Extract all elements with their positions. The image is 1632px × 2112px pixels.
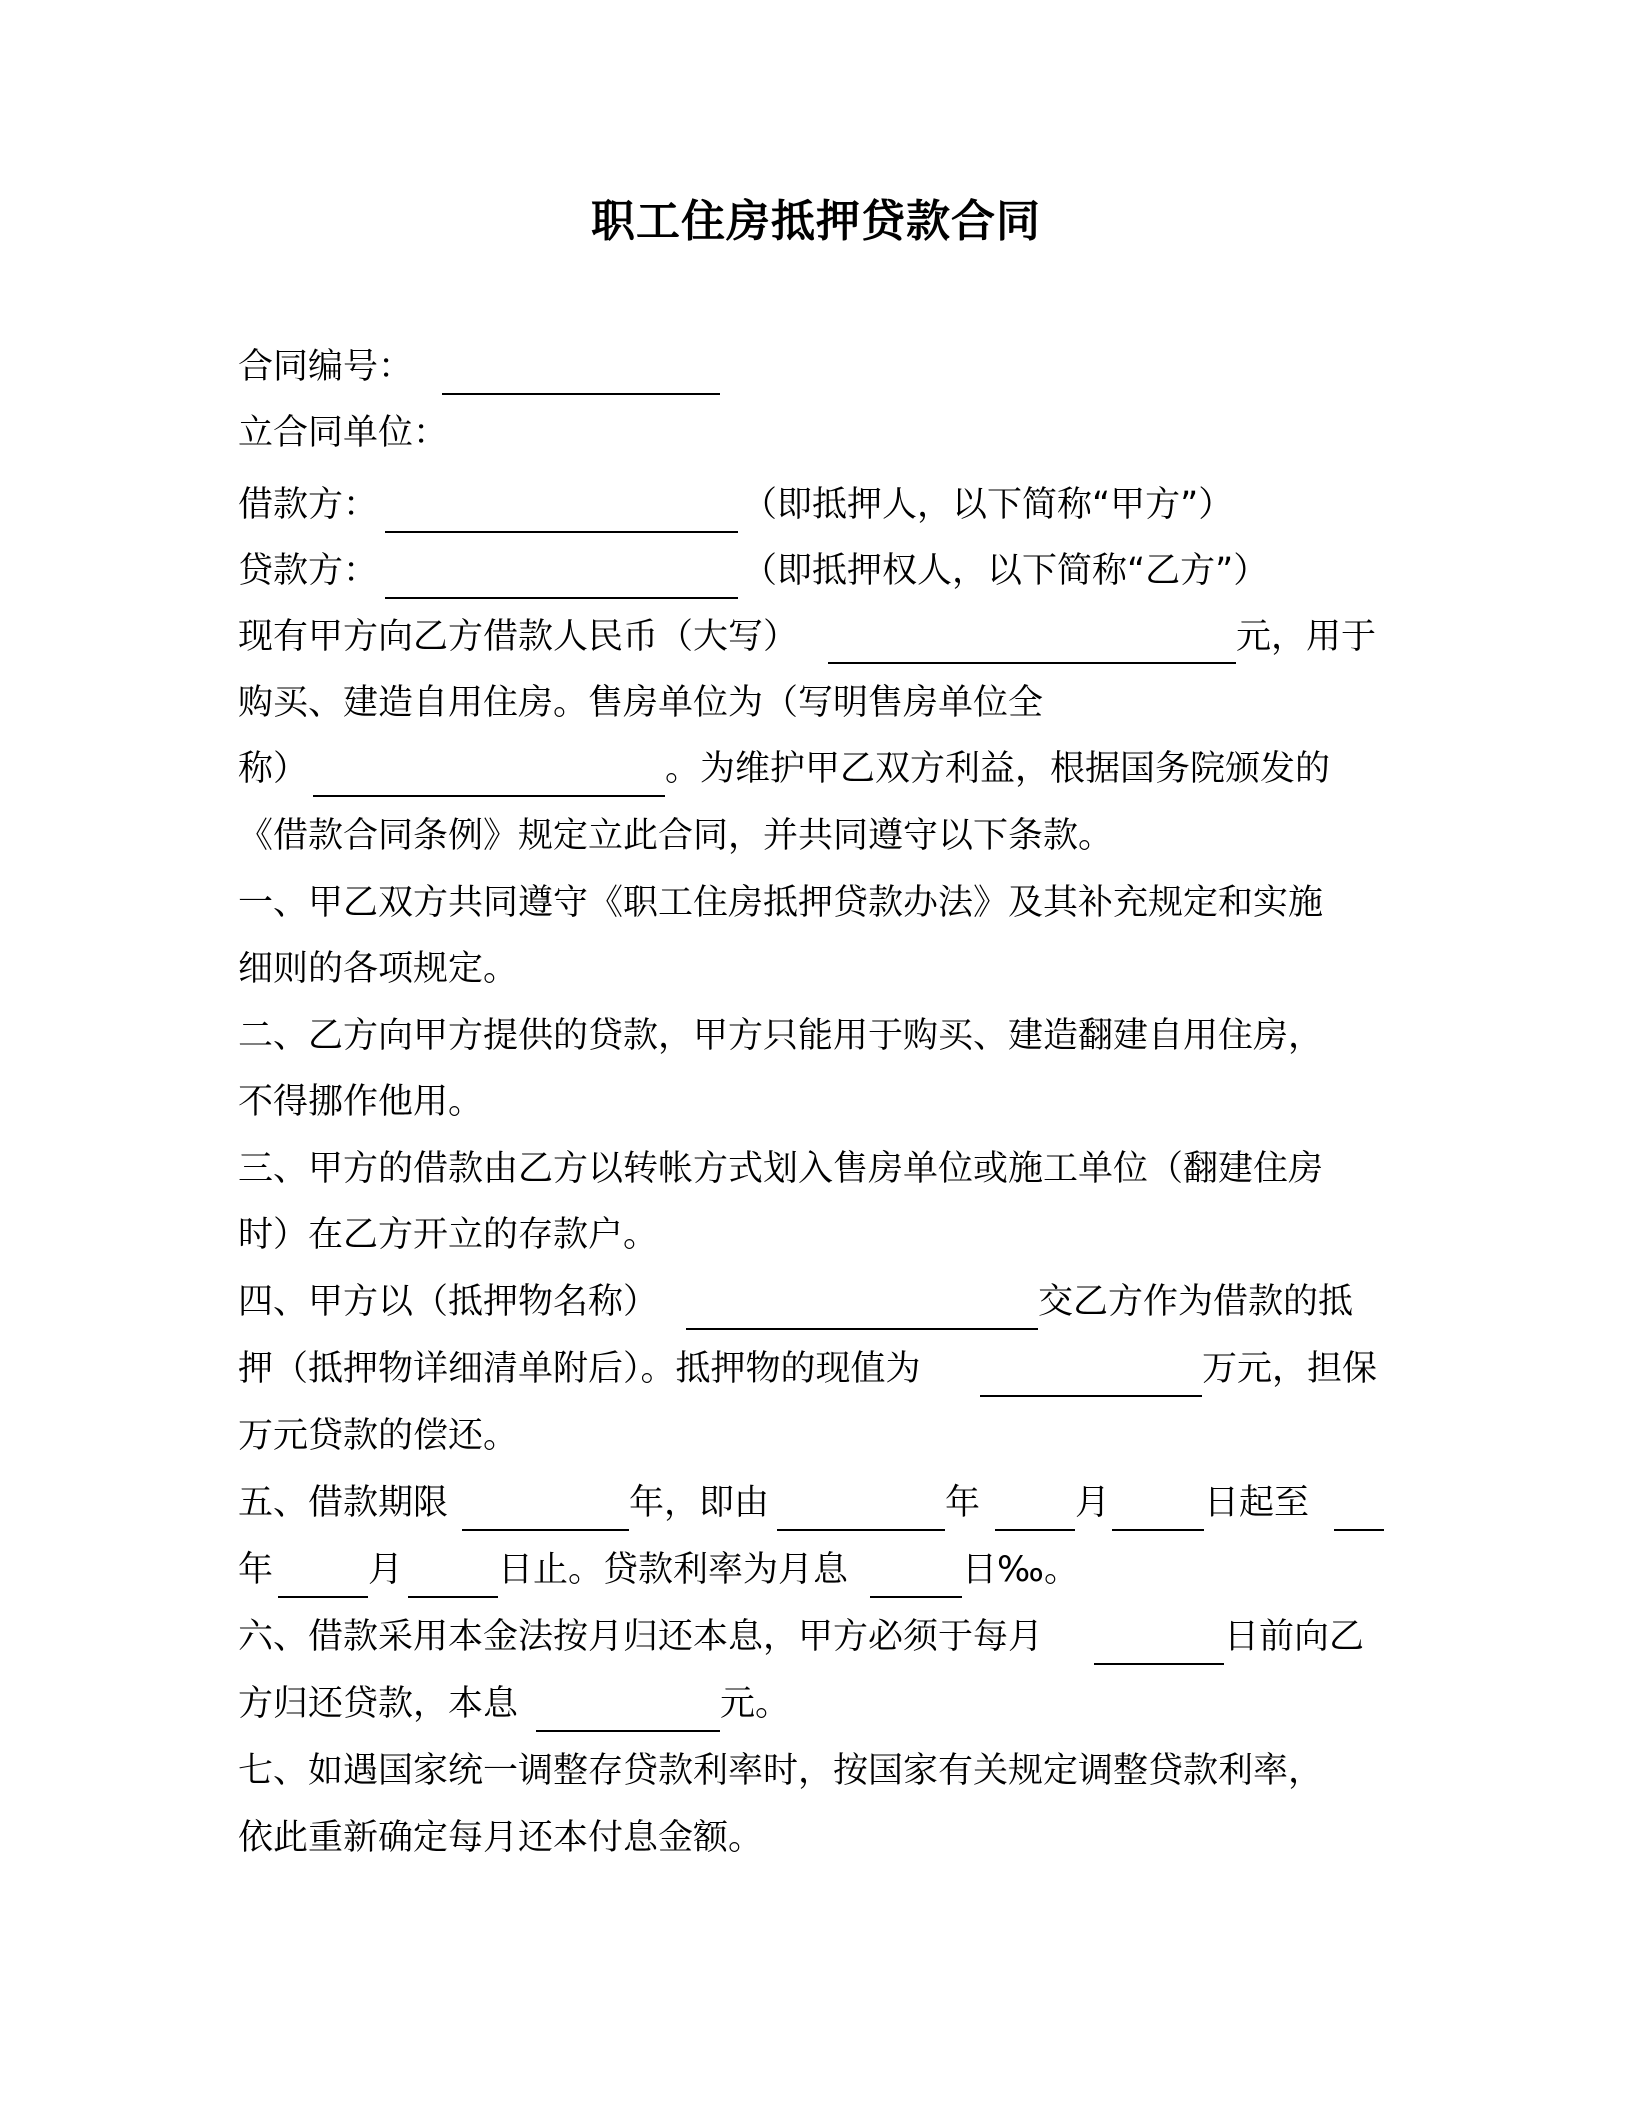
clause-6-line-2-start: 方归还贷款，本息 bbox=[238, 1684, 519, 1724]
regulation-text: 《借款合同条例》规定立此合同，并共同遵守以下条款。 bbox=[238, 816, 1114, 856]
clause-4-line-2-start: 押（抵押物详细清单附后）。抵押物的现值为 bbox=[238, 1349, 921, 1389]
borrower-label: 借款方： bbox=[238, 485, 379, 525]
seller-name-label: 称） bbox=[238, 749, 309, 789]
clause-5-term-label: 五、借款期限 bbox=[238, 1483, 449, 1523]
clause-4-line-2-end: 万元，担保 bbox=[1202, 1349, 1378, 1389]
seller-name-blank bbox=[313, 795, 665, 797]
clause-2-line-1: 二、乙方向甲方提供的贷款，甲方只能用于购买、建造翻建自用住房， bbox=[238, 1016, 1324, 1056]
start-day-blank bbox=[1112, 1529, 1204, 1531]
lender-blank bbox=[385, 597, 738, 599]
end-year-blank bbox=[1334, 1529, 1384, 1531]
loan-amount-text: 现有甲方向乙方借款人民币（大写） bbox=[238, 617, 799, 657]
borrower-note: （即抵押人，以下简称“甲方”） bbox=[742, 485, 1234, 525]
interest-rate-text: 日止。贷款利率为月息 bbox=[498, 1550, 849, 1590]
start-year-unit: 年 bbox=[945, 1483, 981, 1523]
clause-4-line-1-end: 交乙方作为借款的抵 bbox=[1038, 1282, 1354, 1322]
collateral-value-blank bbox=[980, 1395, 1202, 1397]
seller-text: 购买、建造自用住房。售房单位为（写明售房单位全 bbox=[238, 683, 1044, 723]
clause-3-line-2: 时）在乙方开立的存款户。 bbox=[238, 1215, 659, 1255]
clause-6-line-1-end: 日前向乙 bbox=[1224, 1617, 1365, 1657]
clause-4-line-3: 万元贷款的偿还。 bbox=[238, 1416, 519, 1456]
loan-amount-blank bbox=[828, 662, 1236, 664]
interest-rate-blank bbox=[870, 1596, 962, 1598]
clause-1-line-1: 一、甲乙双方共同遵守《职工住房抵押贷款办法》及其补充规定和实施 bbox=[238, 883, 1324, 923]
clause-4-line-1-start: 四、甲方以（抵押物名称） bbox=[238, 1282, 659, 1322]
repayment-amount-blank bbox=[536, 1730, 720, 1732]
clause-6-line-2-end: 元。 bbox=[720, 1684, 791, 1724]
lender-note: （即抵押权人，以下简称“乙方”） bbox=[742, 551, 1269, 591]
interest-rate-unit: 日‰。 bbox=[962, 1550, 1079, 1590]
clause-7-line-2: 依此重新确定每月还本付息金额。 bbox=[238, 1818, 764, 1858]
clause-5-from-label: 年，即由 bbox=[629, 1483, 770, 1523]
end-day-blank bbox=[408, 1596, 498, 1598]
borrower-blank bbox=[385, 531, 738, 533]
lender-label: 贷款方： bbox=[238, 551, 379, 591]
clause-1-line-2: 细则的各项规定。 bbox=[238, 949, 519, 989]
start-month-blank bbox=[995, 1529, 1075, 1531]
clause-3-line-1: 三、甲方的借款由乙方以转帐方式划入售房单位或施工单位（翻建住房 bbox=[238, 1149, 1324, 1189]
loan-amount-suffix: 元，用于 bbox=[1236, 617, 1377, 657]
end-month-blank bbox=[278, 1596, 368, 1598]
clause-6-line-1-start: 六、借款采用本金法按月归还本息，甲方必须于每月 bbox=[238, 1617, 1044, 1657]
document-title: 职工住房抵押贷款合同 bbox=[591, 196, 1041, 247]
term-years-blank bbox=[462, 1529, 629, 1531]
seller-text-continued: 。为维护甲乙双方利益，根据国务院颁发的 bbox=[665, 749, 1331, 789]
clause-2-line-2: 不得挪作他用。 bbox=[238, 1082, 484, 1122]
start-year-blank bbox=[777, 1529, 945, 1531]
start-month-unit: 月 bbox=[1075, 1483, 1111, 1523]
contract-number-label: 合同编号： bbox=[238, 347, 414, 387]
collateral-name-blank bbox=[686, 1328, 1038, 1330]
contract-number-blank bbox=[442, 393, 720, 395]
start-day-unit: 日起至 bbox=[1204, 1483, 1310, 1523]
parties-heading: 立合同单位： bbox=[238, 413, 449, 453]
repayment-day-blank bbox=[1094, 1663, 1224, 1665]
end-year-unit: 年 bbox=[238, 1550, 274, 1590]
clause-7-line-1: 七、如遇国家统一调整存贷款利率时，按国家有关规定调整贷款利率， bbox=[238, 1751, 1324, 1791]
end-month-unit: 月 bbox=[368, 1550, 404, 1590]
